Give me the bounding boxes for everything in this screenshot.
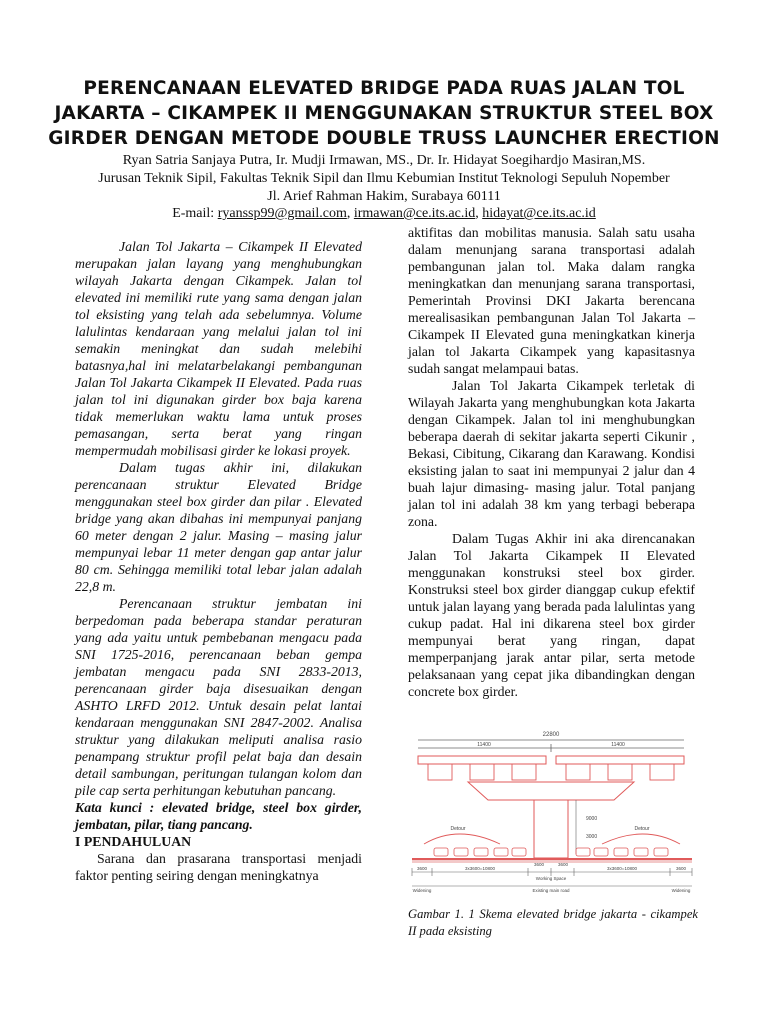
email-separator: , bbox=[475, 206, 483, 221]
dim-right-lanes: 3x3600=10800 bbox=[607, 866, 637, 871]
abstract-paragraph-3: Perencanaan struktur jembatan ini berpedoman pada beberapa standar peraturan yang ada yaitu untuk pembebanan mengacu pada SNI 1725-2016, perencanaan beban gempa jembatan mengacu pada SNI 2833-2013, perencanaan girder baja disesuaikan dengan ASHTO LRFD 2012. Untuk desain pelat lantai kendaraan menggunakan SNI 2847-2002. Analisa struktur yang dilakukan meliputi analisa rasio penampang struktur profil pelat baja dan desain detail sambungan, peritungan tulangan kolom dan pile cap serta perhitungan kebutuhan pancang. bbox=[75, 596, 362, 798]
email-link-3[interactable]: hidayat@ce.its.ac.id bbox=[482, 206, 596, 221]
body-paragraph-1: aktifitas dan mobilitas manusia. Salah satu usaha dalam menunjang sarana transportasi adalah pembangunan jalan tol. Maka dalam rangka meningkatkan dan menunjang sarana transportasi, Pemerintah Provinsi DKI Jakarta berencana merealisasikan pembangunan Jalan Tol Jakarta – Cikampek II Elevated guna meningkatkan kinerja jalan tol Jakarta Cikampek yang kapasitasnya sudah sangat melampaui batas. bbox=[408, 225, 695, 376]
deck-left bbox=[418, 756, 546, 764]
box-girders bbox=[428, 764, 674, 780]
paper-title bbox=[30, 76, 738, 151]
email-separator: , bbox=[346, 206, 354, 221]
dim-pier-height-1: 9000 bbox=[586, 816, 598, 822]
label-detour-right: Detour bbox=[634, 826, 650, 832]
dim-left-deck: 11400 bbox=[477, 742, 491, 748]
label-widening-left: Widening bbox=[412, 888, 432, 893]
label-working-space: Working Space bbox=[535, 876, 567, 881]
figure-caption: Gambar 1. 1 Skema elevated bridge jakarta - cikampek II pada eksisting bbox=[408, 907, 698, 938]
email-label: E-mail: bbox=[172, 206, 218, 221]
body-paragraph-3: Dalam Tugas Akhir ini aka direncanakan Jalan Tol Jakarta Cikampek II Elevated menggunakan konstruksi steel box girder. Konstruksi steel box girder dianggap cukup efektif untuk jalan layang yang berada pada lalulintas yang cukup padat. Hal ini dikarena steel box girder mempunyai berat yang ringan, dapat memperpanjang jarak antar pilar, serta metode pelaksanaan yang cepat jika dibandingkan dengan concrete box girder. bbox=[408, 531, 695, 699]
title-line-3: GIRDER DENGAN METODE DOUBLE TRUSS LAUNCHER ERECTION bbox=[48, 128, 720, 149]
title-line-1: PERENCANAAN ELEVATED BRIDGE PADA RUAS JALAN TOL bbox=[83, 78, 685, 99]
label-widening-right: Widening bbox=[671, 888, 691, 893]
dim-center-right: 3600 bbox=[557, 862, 569, 867]
dim-left-lanes: 3x3600=10800 bbox=[465, 866, 495, 871]
detour-left-arc bbox=[424, 834, 500, 844]
email-line bbox=[0, 205, 768, 223]
dim-right-deck: 11400 bbox=[611, 742, 625, 748]
section-heading: I PENDAHULUAN bbox=[75, 834, 192, 849]
vehicles bbox=[434, 848, 668, 856]
detour-right-arc bbox=[602, 834, 680, 844]
deck-right bbox=[556, 756, 684, 764]
pier-cap bbox=[468, 782, 634, 800]
dim-total: 22800 bbox=[542, 732, 560, 738]
label-existing-road: Existing main road bbox=[532, 888, 570, 893]
dim-pier-height-2: 3000 bbox=[586, 834, 598, 840]
label-detour-left: Detour bbox=[450, 826, 466, 832]
intro-paragraph-1: Sarana dan prasarana transportasi menjadi faktor penting seiring dengan meningkatnya bbox=[75, 851, 362, 883]
email-link-2[interactable]: irmawan@ce.its.ac.id bbox=[353, 206, 476, 221]
dim-left-shoulder: 3600 bbox=[416, 866, 428, 871]
road-base bbox=[412, 860, 692, 863]
email-link-1[interactable]: ryanssp99@gmail.com bbox=[217, 206, 347, 221]
address: Jl. Arief Rahman Hakim, Surabaya 60111 bbox=[267, 189, 501, 204]
title-line-2: JAKARTA – CIKAMPEK II MENGGUNAKAN STRUKTUR STEEL BOX bbox=[54, 103, 714, 124]
dim-right-shoulder: 3600 bbox=[675, 866, 687, 871]
bridge-cross-section-drawing bbox=[408, 726, 698, 904]
right-column bbox=[408, 224, 695, 700]
bridge-cross-section-figure bbox=[408, 726, 698, 904]
left-column bbox=[75, 238, 362, 884]
dim-center-left: 3600 bbox=[533, 862, 545, 867]
abstract-paragraph-1: Jalan Tol Jakarta – Cikampek II Elevated merupakan jalan layang yang menghubungkan wilayah Jakarta dengan Cikampek. Jalan tol elevated ini memiliki rute yang sama dengan jalan tol eksisting yang telah ada sebelumnya. Volume lalulintas kendaraan yang melalui jalan tol ini semakin meningkat dan sudah melebihi batasnya,hal ini melatarbelakangi pembangunan Jalan Tol Jakarta Cikampek II Elevated. Pada ruas jalan tol ini digunakan girder box baja karena tidak memerlukan waktu lama untuk proses pemasangan, serta berat yang ringan mempermudah mobilisasi girder ke lokasi proyek. bbox=[75, 239, 362, 458]
body-paragraph-2: Jalan Tol Jakarta Cikampek terletak di Wilayah Jakarta yang menghubungkan kota Jakarta dengan Cikampek. Jalan tol ini menghubungkan beberapa daerah di sekitar jakarta seperti Cikunir , Bekasi, Cibitung, Cikarang dan Karawang. Kondisi eksisting jalan to saat ini mempunyai 2 jalur dan 4 buah lajur dimasing- masing jalur. Total panjang jalan tol ini adalah 38 km yang terbagi beberapa zona. bbox=[408, 378, 695, 529]
authors: Ryan Satria Sanjaya Putra, Ir. Mudji Irmawan, MS., Dr. Ir. Hidayat Soegihardjo Masiran,MS. bbox=[122, 153, 646, 168]
abstract-paragraph-2: Dalam tugas akhir ini, dilakukan perencanaan struktur Elevated Bridge menggunakan steel box girder dan pilar . Elevated bridge yang akan dibahas ini mempunyai panjang 60 meter dengan 2 jalur. Masing – masing jalur mempunyai lebar 11 meter dengan gap antar jalur 80 cm. Sehingga memiliki total lebar jalan adalah 22,8 m. bbox=[75, 460, 362, 594]
pier-column bbox=[534, 800, 568, 858]
affiliation: Jurusan Teknik Sipil, Fakultas Teknik Sipil dan Ilmu Kebumian Institut Teknologi Sepuluh Nopember bbox=[98, 171, 670, 186]
keywords: Kata kunci : elevated bridge, steel box girder, jembatan, pilar, tiang pancang. bbox=[75, 800, 362, 832]
